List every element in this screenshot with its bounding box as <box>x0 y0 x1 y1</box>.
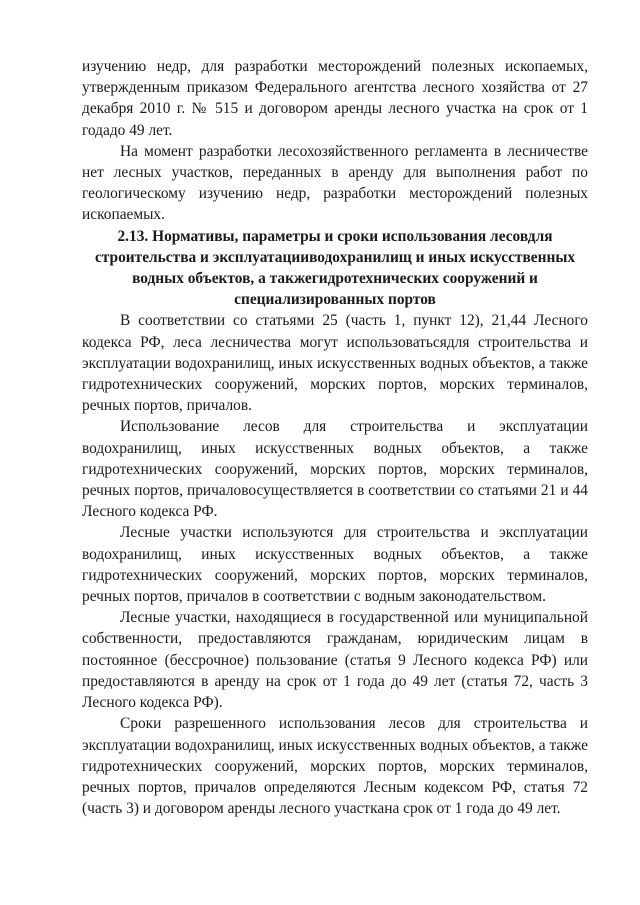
section-heading-line: водных объектов, а такжегидротехнических сооружений и <box>132 270 538 288</box>
paragraph-forest-use: Использование лесов для строительства и эксплуатации водохранилищ, иных искусственных водных объектов, а также гидротехнических сооружений, морских портов, морских терминалов, речных портов, причаловосуществляется в соответствии со статьями 21 и 44 Лесного кодекса РФ. <box>82 418 588 521</box>
paragraph-no-plots: На момент разработки лесохозяйственного регламента в лесничестве нет лесных участков, переданных в аренду для выполнения работ по геологическому изучению недр, разработки месторождений полезных ископаемых. <box>82 142 588 224</box>
document-page <box>82 56 588 819</box>
paragraph-continued: изучению недр, для разработки месторождений полезных ископаемых, утвержденным приказом Федерального агентства лесного хозяйства от 27 декабря 2010 г. № 515 и договором аренды лесного участка на срок от 1 годадо 49 лет. <box>82 58 588 139</box>
section-heading-line: строительства и эксплуатацииводохранилищ и иных искусственных <box>94 248 576 266</box>
paragraph-plots-usage: Лесные участки используются для строительства и эксплуатации водохранилищ, иных искусственных водных объектов, а также гидротехнических сооружений, морских портов, морских терминалов, речных портов, причалов в соответствии с водным законодательством. <box>82 524 588 606</box>
paragraph-plots-ownership: Лесные участки, находящиеся в государственной или муниципальной собственности, предоставляются гражданам, юридическим лицам в постоянное (бессрочное) пользование (статья 9 Лесного кодекса РФ) или предоставляются в аренду на срок от 1 года до 49 лет (статья 72, часть 3 Лесного кодекса РФ). <box>82 609 588 712</box>
paragraph-legal-basis: В соответствии со статьями 25 (часть 1, пункт 12), 21,44 Лесного кодекса РФ, леса лесничества могут использоватьсядля строительства и эксплуатации водохранилищ, иных искусственных водных объектов, а также гидротехнических сооружений, морских портов, морских терминалов, речных портов, причалов. <box>82 312 588 415</box>
section-heading-line: специализированных портов <box>234 291 436 309</box>
section-heading <box>82 226 588 311</box>
paragraph-terms: Сроки разрешенного использования лесов для строительства и эксплуатации водохранилищ, иных искусственных водных объектов, а также гидротехнических сооружений, морских портов, морских терминалов, речных портов, причалов определяются Лесным кодексом РФ, статья 72 (часть 3) и договором аренды лесного участкана срок от 1 года до 49 лет. <box>82 715 588 818</box>
section-heading-line: 2.13. Нормативы, параметры и сроки использования лесовдля <box>117 227 553 245</box>
